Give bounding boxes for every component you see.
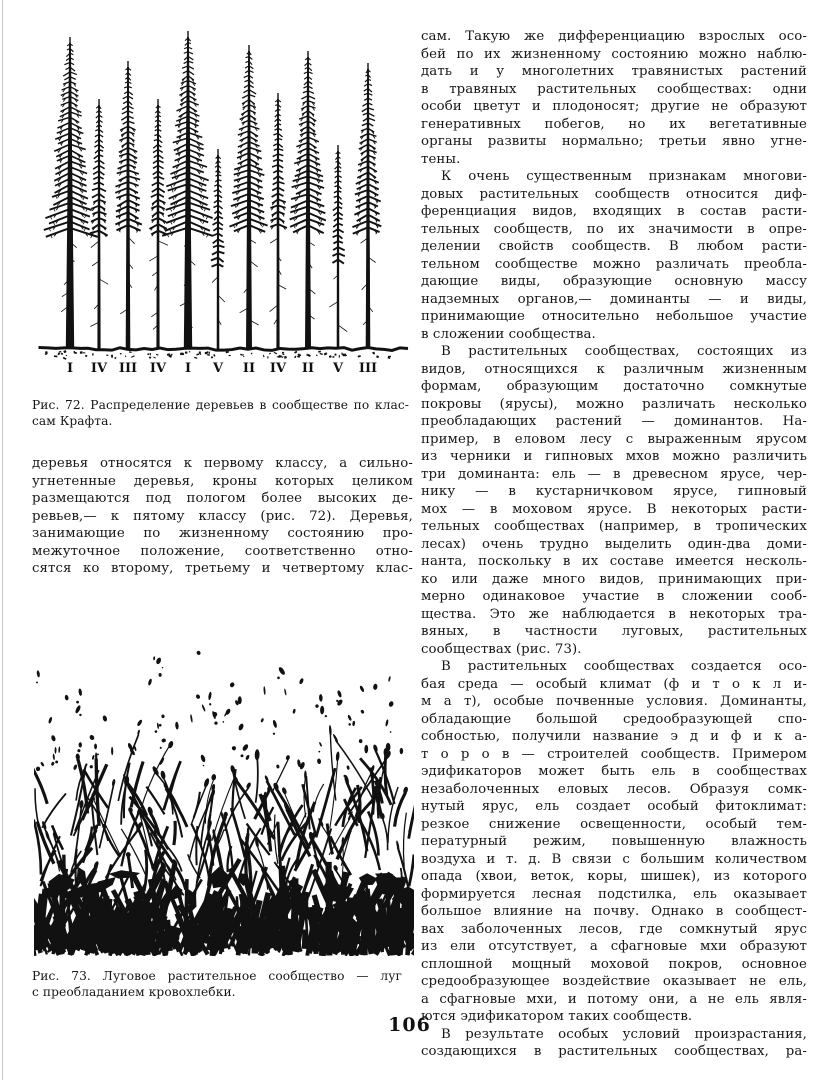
text-line: собностью, получили название э д и ф и к а- <box>421 729 807 744</box>
text-line: В растительных сообществах создается осо- <box>441 659 807 674</box>
right-column <box>421 28 807 1061</box>
tree-class-label: III <box>358 361 378 376</box>
tree-class-label: IV <box>269 361 287 376</box>
figure-73-caption <box>32 968 402 1000</box>
text-line: ко или даже много видов, принимающих при- <box>421 571 807 587</box>
text-line: опада (хвои, веток, коры, шишек), из которого <box>421 869 807 884</box>
text-line: делении свойств сообществ. В любом расти- <box>421 239 807 254</box>
text-line: покровы (ярусы), можно различать несколько <box>421 396 807 412</box>
text-line: дающие виды, образующие основную массу <box>421 274 807 289</box>
text-line: создающихся в растительных сообществах, ра- <box>421 1044 807 1059</box>
figure-73 <box>32 643 413 1000</box>
tree-class-label: II <box>301 361 315 376</box>
text-line: дать и у многолетних травянистых растений <box>421 64 807 79</box>
tree-class-label: III <box>118 361 138 376</box>
text-line: формируется лесная подстилка, ель оказывает <box>421 886 807 902</box>
text-line: в травяных растительных сообществах: одни <box>421 81 807 97</box>
text-line: сам Крафта. <box>32 414 113 428</box>
text-line: занимающие по жизненному состоянию про- <box>32 526 413 541</box>
text-line: незаболоченных еловых лесов. Образуя сомк- <box>421 781 807 797</box>
text-line: К очень существенным признакам многови- <box>441 169 807 184</box>
text-line: ются эдификатором таких сообществ. <box>421 1009 693 1024</box>
text-line: т о р о в — строителей сообществ. Примером <box>421 746 807 762</box>
text-line: сообществах (рис. 73). <box>421 641 582 657</box>
text-line: довых растительных сообществ относится диф- <box>421 186 807 202</box>
text-line: Рис. 72. Распределение деревьев в сообществе по клас- <box>32 398 409 412</box>
text-line: вах заболоченных лесов, где сомкнутый ярус <box>421 921 807 937</box>
text-line: ревьев,— к пятому классу (рис. 72). Деревья, <box>32 508 413 524</box>
text-line: видов, относящихся к различным жизненным <box>421 361 807 377</box>
text-line: тельных сообществах (например, в тропических <box>421 519 807 534</box>
text-line: щества. Это же наблюдается в некоторых тра- <box>421 606 807 622</box>
text-line: тельных сообществ, по их значимости в опре- <box>421 221 807 237</box>
tree-class-label: V <box>212 361 224 376</box>
text-line: лесах) очень трудно выделить один-два доми- <box>421 536 807 552</box>
text-line: сам. Такую же дифференциацию взрослых осо- <box>421 29 807 44</box>
text-line: генеративных побегов, но их вегетативные <box>421 116 807 132</box>
text-line: пературный режим, повышенную влажность <box>421 834 807 849</box>
text-line: из ели отсутствует, а сфагновые мхи образуют <box>421 939 807 954</box>
text-line: обладающие большой средообразующей спо- <box>421 711 807 727</box>
text-line: средообразующее воздействие оказывает не ель, <box>421 974 807 989</box>
text-line: нутый ярус, ель создает особый фитоклимат: <box>421 799 807 814</box>
text-line: эдификаторов может быть ель в сообществах <box>421 764 807 779</box>
text-line: вяных, в частности луговых, растительных <box>421 624 807 639</box>
tree-class-label: I <box>66 361 74 376</box>
figure-73-image <box>34 643 414 956</box>
text-line: воздуха и т. д. В связи с большим количеством <box>421 851 807 867</box>
text-line: резкое снижение освещенности, особый тем- <box>421 816 807 832</box>
text-line: межуточное положение, соответственно отно- <box>32 543 413 559</box>
text-line: большое влияние на почву. Однако в сообщест- <box>421 904 807 919</box>
text-line: сплошной мощный моховой покров, основное <box>421 956 807 972</box>
left-column <box>32 25 413 1000</box>
text-line: размещаются под пологом более высоких де- <box>32 491 413 506</box>
text-line: деревья относятся к первому классу, а сильно- <box>32 456 413 471</box>
text-line: в сложении сообщества. <box>421 326 596 342</box>
text-line: Рис. 73. Луговое растительное сообщество — луг <box>32 968 402 983</box>
text-line: надземных органов,— доминанты — и виды, <box>421 291 807 307</box>
tree-class-label: IV <box>90 361 108 376</box>
text-line: особи цветут и плодоносят; другие не образуют <box>421 99 807 114</box>
figure-72-caption <box>32 397 409 429</box>
text-line: бей по их жизненному состоянию можно наблю- <box>421 46 807 62</box>
text-line: с преобладанием кровохлебки. <box>32 984 236 999</box>
text-line: м а т), особые почвенные условия. Доминанты, <box>421 694 807 709</box>
scan-edge-line <box>2 0 3 1080</box>
tree-class-label: V <box>332 361 344 376</box>
text-line: мерно одинаковое участие в сложении сооб- <box>421 589 807 604</box>
text-line: органы развиты нормально; третьи явно угне- <box>421 134 807 149</box>
text-line: нику — в кустарничковом ярусе, гипновый <box>421 484 807 499</box>
tree-class-label: IV <box>149 361 167 376</box>
text-line: нанта, поскольку в их составе имеется несколь- <box>421 554 807 569</box>
text-line: сятся ко второму, третьему и четвертому клас- <box>32 561 413 576</box>
text-line: ференциация видов, входящих в состав расти- <box>421 204 807 219</box>
text-line: преобладающих растений — доминантов. На- <box>421 414 807 429</box>
text-line: а сфагновые мхи, и потому они, а не ель явля- <box>421 991 807 1007</box>
text-line: В результате особых условий произрастания, <box>441 1026 807 1042</box>
text-line: формам, образующим достаточно сомкнутые <box>421 379 807 394</box>
text-line: тельном сообществе можно различать преобла- <box>421 256 807 272</box>
figure-72-image <box>38 31 410 383</box>
left-paragraph <box>32 455 413 578</box>
text-line: В растительных сообществах, состоящих из <box>441 344 807 359</box>
page-number: 106 <box>388 1014 431 1036</box>
text-line: угнетенные деревья, кроны которых целиком <box>32 473 413 489</box>
text-line: мох — в моховом ярусе. В некоторых расти- <box>421 501 807 517</box>
text-line: бая среда — особый климат (ф и т о к л и- <box>421 676 807 692</box>
figure-72 <box>32 31 413 429</box>
text-line: тены. <box>421 151 461 167</box>
text-line: из черники и гипновых мхов можно различить <box>421 449 807 464</box>
tree-class-label: II <box>242 361 256 376</box>
text-line: пример, в еловом лесу с выраженным ярусом <box>421 431 807 447</box>
text-line: принимающие относительно небольшое участие <box>421 309 807 324</box>
text-line: три доминанта: ель — в древесном ярусе, чер- <box>421 466 807 482</box>
tree-class-label: I <box>184 361 192 376</box>
